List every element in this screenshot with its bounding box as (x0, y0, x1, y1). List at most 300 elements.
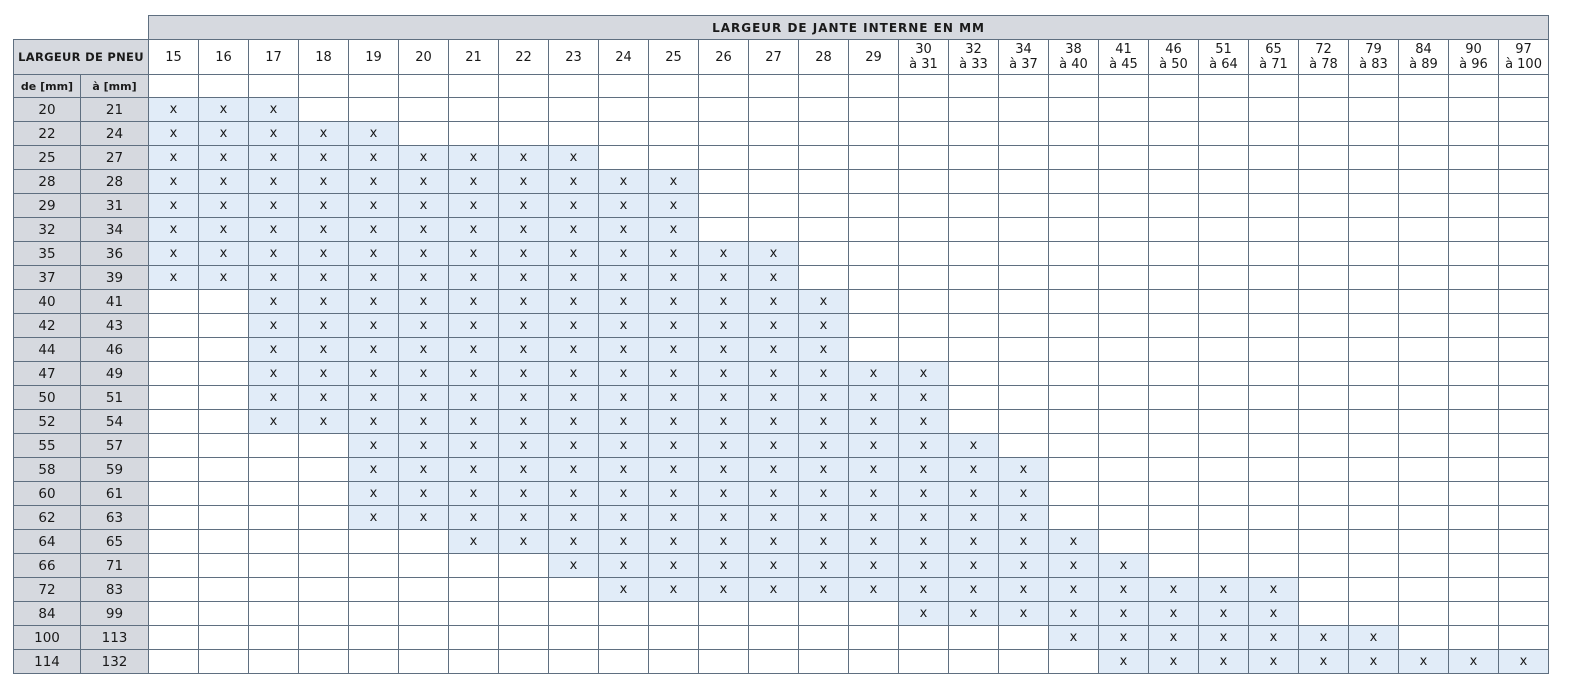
incompatible-cell (1149, 386, 1199, 410)
compatible-cell: x (599, 506, 649, 530)
compatible-cell: x (699, 530, 749, 554)
compatible-cell: x (749, 482, 799, 506)
tire-width-from: 100 (14, 626, 81, 650)
rim-title-row (14, 16, 1549, 40)
compatible-cell: x (599, 170, 649, 194)
compatible-cell: x (849, 578, 899, 602)
rim-width-header (1249, 40, 1299, 75)
compatible-cell: x (549, 434, 599, 458)
compatible-cell: x (1099, 626, 1149, 650)
incompatible-cell (749, 170, 799, 194)
incompatible-cell (1449, 602, 1499, 626)
incompatible-cell (899, 314, 949, 338)
incompatible-cell (799, 146, 849, 170)
incompatible-cell (949, 218, 999, 242)
tire-width-to: 21 (81, 98, 149, 122)
incompatible-cell (999, 146, 1049, 170)
incompatible-cell (1399, 266, 1449, 290)
compatible-cell: x (149, 266, 199, 290)
incompatible-cell (1399, 194, 1449, 218)
compatible-cell: x (1199, 578, 1249, 602)
incompatible-cell (1299, 434, 1349, 458)
incompatible-cell (599, 98, 649, 122)
incompatible-cell (399, 530, 449, 554)
empty-header-cell (199, 75, 249, 98)
compatible-cell: x (299, 338, 349, 362)
compatible-cell: x (299, 314, 349, 338)
tire-width-to: 43 (81, 314, 149, 338)
compatible-cell: x (649, 242, 699, 266)
compatible-cell: x (549, 218, 599, 242)
compatible-cell: x (499, 434, 549, 458)
incompatible-cell (1349, 314, 1399, 338)
tire-width-from: 35 (14, 242, 81, 266)
incompatible-cell (549, 650, 599, 674)
compatible-cell: x (649, 386, 699, 410)
table-row (14, 362, 1549, 386)
empty-header-cell (1049, 75, 1099, 98)
incompatible-cell (1099, 218, 1149, 242)
incompatible-cell (1249, 458, 1299, 482)
compatible-cell: x (849, 506, 899, 530)
tire-width-from: 40 (14, 290, 81, 314)
compatible-cell: x (299, 122, 349, 146)
compatible-cell: x (999, 602, 1049, 626)
compatible-cell: x (599, 410, 649, 434)
incompatible-cell (849, 98, 899, 122)
incompatible-cell (1449, 410, 1499, 434)
compatible-cell: x (299, 146, 349, 170)
compatible-cell: x (599, 578, 649, 602)
compatible-cell: x (449, 506, 499, 530)
incompatible-cell (1499, 482, 1549, 506)
incompatible-cell (149, 602, 199, 626)
incompatible-cell (649, 626, 699, 650)
incompatible-cell (299, 458, 349, 482)
table-row (14, 458, 1549, 482)
incompatible-cell (699, 194, 749, 218)
rim-width-value: 26 (715, 49, 732, 65)
compatible-cell: x (299, 194, 349, 218)
incompatible-cell (1099, 434, 1149, 458)
compatible-cell: x (549, 266, 599, 290)
rim-width-value: 51 (1215, 42, 1232, 57)
incompatible-cell (749, 650, 799, 674)
empty-header-cell (849, 75, 899, 98)
incompatible-cell (1299, 386, 1349, 410)
compatible-cell: x (249, 218, 299, 242)
incompatible-cell (449, 578, 499, 602)
compatible-cell: x (599, 314, 649, 338)
incompatible-cell (1199, 386, 1249, 410)
incompatible-cell (149, 290, 199, 314)
incompatible-cell (1199, 458, 1249, 482)
compatible-cell: x (949, 482, 999, 506)
incompatible-cell (1349, 338, 1399, 362)
rim-width-header (799, 40, 849, 75)
incompatible-cell (1099, 266, 1149, 290)
incompatible-cell (199, 386, 249, 410)
compatible-cell: x (699, 362, 749, 386)
tire-width-to: 39 (81, 266, 149, 290)
compatible-cell: x (699, 338, 749, 362)
from-header: de [mm] (14, 75, 81, 98)
incompatible-cell (399, 626, 449, 650)
incompatible-cell (249, 506, 299, 530)
incompatible-cell (149, 434, 199, 458)
incompatible-cell (1399, 338, 1449, 362)
compatible-cell: x (849, 410, 899, 434)
incompatible-cell (1449, 482, 1499, 506)
compatible-cell: x (449, 362, 499, 386)
incompatible-cell (1049, 314, 1099, 338)
incompatible-cell (1299, 578, 1349, 602)
incompatible-cell (1099, 410, 1149, 434)
incompatible-cell (1349, 530, 1399, 554)
tire-width-from: 84 (14, 602, 81, 626)
incompatible-cell (899, 194, 949, 218)
rim-width-header (499, 40, 549, 75)
tire-width-from: 29 (14, 194, 81, 218)
compatible-cell: x (599, 218, 649, 242)
compatible-cell: x (899, 578, 949, 602)
incompatible-cell (499, 650, 549, 674)
compatible-cell: x (299, 290, 349, 314)
compatible-cell: x (549, 314, 599, 338)
rim-width-header (999, 40, 1049, 75)
incompatible-cell (1299, 122, 1349, 146)
rim-width-header (1349, 40, 1399, 75)
incompatible-cell (1199, 506, 1249, 530)
table-row (14, 242, 1549, 266)
table-row (14, 146, 1549, 170)
compatible-cell: x (749, 314, 799, 338)
incompatible-cell (1399, 626, 1449, 650)
incompatible-cell (199, 314, 249, 338)
incompatible-cell (1049, 650, 1099, 674)
incompatible-cell (149, 554, 199, 578)
incompatible-cell (449, 122, 499, 146)
incompatible-cell (1299, 218, 1349, 242)
incompatible-cell (449, 602, 499, 626)
incompatible-cell (1249, 146, 1299, 170)
incompatible-cell (649, 602, 699, 626)
compatible-cell: x (399, 338, 449, 362)
incompatible-cell (699, 170, 749, 194)
empty-header-cell (1299, 75, 1349, 98)
compatible-cell: x (699, 506, 749, 530)
incompatible-cell (749, 626, 799, 650)
incompatible-cell (449, 626, 499, 650)
incompatible-cell (1199, 242, 1249, 266)
compatible-cell: x (349, 314, 399, 338)
compatible-cell: x (549, 194, 599, 218)
incompatible-cell (549, 578, 599, 602)
incompatible-cell (299, 554, 349, 578)
tire-width-to: 99 (81, 602, 149, 626)
rim-width-value: 79 (1365, 42, 1382, 57)
incompatible-cell (1299, 530, 1349, 554)
incompatible-cell (1299, 194, 1349, 218)
compatible-cell: x (949, 602, 999, 626)
compatible-cell: x (599, 290, 649, 314)
incompatible-cell (149, 650, 199, 674)
incompatible-cell (349, 98, 399, 122)
incompatible-cell (999, 122, 1049, 146)
compatible-cell: x (149, 218, 199, 242)
incompatible-cell (1499, 146, 1549, 170)
incompatible-cell (149, 578, 199, 602)
incompatible-cell (1249, 386, 1299, 410)
compatible-cell: x (1049, 578, 1099, 602)
incompatible-cell (1299, 266, 1349, 290)
incompatible-cell (949, 626, 999, 650)
incompatible-cell (1499, 602, 1549, 626)
compatible-cell: x (949, 458, 999, 482)
rim-width-header (849, 40, 899, 75)
table-row (14, 506, 1549, 530)
compatible-cell: x (999, 554, 1049, 578)
incompatible-cell (1499, 314, 1549, 338)
incompatible-cell (399, 554, 449, 578)
compatible-cell: x (949, 506, 999, 530)
empty-header-cell (1449, 75, 1499, 98)
incompatible-cell (599, 626, 649, 650)
empty-header-cell (1249, 75, 1299, 98)
incompatible-cell (1449, 530, 1499, 554)
compatible-cell: x (149, 194, 199, 218)
incompatible-cell (1299, 170, 1349, 194)
incompatible-cell (849, 122, 899, 146)
compatible-cell: x (1249, 650, 1299, 674)
incompatible-cell (299, 98, 349, 122)
incompatible-cell (1349, 506, 1399, 530)
compatible-cell: x (449, 266, 499, 290)
compatible-cell: x (349, 122, 399, 146)
incompatible-cell (1199, 434, 1249, 458)
incompatible-cell (1049, 218, 1099, 242)
table-row (14, 290, 1549, 314)
compatible-cell: x (1299, 626, 1349, 650)
incompatible-cell (1449, 434, 1499, 458)
compatible-cell: x (249, 194, 299, 218)
table-row (14, 650, 1549, 674)
rim-width-value: 20 (415, 49, 432, 65)
incompatible-cell (1499, 266, 1549, 290)
incompatible-cell (149, 410, 199, 434)
compatible-cell: x (1349, 626, 1399, 650)
empty-header-cell (549, 75, 599, 98)
compatible-cell: x (349, 170, 399, 194)
incompatible-cell (1499, 626, 1549, 650)
compatible-cell: x (749, 554, 799, 578)
incompatible-cell (149, 314, 199, 338)
empty-header-cell (399, 75, 449, 98)
incompatible-cell (1199, 122, 1249, 146)
rim-width-value: 97 (1515, 42, 1532, 57)
tire-width-from: 37 (14, 266, 81, 290)
compatible-cell: x (149, 122, 199, 146)
tire-width-to: 63 (81, 506, 149, 530)
compatible-cell: x (999, 458, 1049, 482)
incompatible-cell (899, 266, 949, 290)
incompatible-cell (199, 290, 249, 314)
incompatible-cell (1399, 410, 1449, 434)
tire-width-to: 34 (81, 218, 149, 242)
compatible-cell: x (649, 218, 699, 242)
incompatible-cell (899, 650, 949, 674)
incompatible-cell (1449, 98, 1499, 122)
compatible-cell: x (499, 146, 549, 170)
compatible-cell: x (749, 362, 799, 386)
incompatible-cell (149, 338, 199, 362)
compatible-cell: x (149, 146, 199, 170)
incompatible-cell (1249, 506, 1299, 530)
incompatible-cell (1499, 434, 1549, 458)
rim-width-value: 72 (1315, 42, 1332, 57)
compatible-cell: x (549, 386, 599, 410)
tire-width-to: 54 (81, 410, 149, 434)
empty-header-cell (349, 75, 399, 98)
empty-header-cell (1149, 75, 1199, 98)
compatible-cell: x (849, 482, 899, 506)
incompatible-cell (349, 554, 399, 578)
incompatible-cell (1349, 554, 1399, 578)
tire-width-to: 31 (81, 194, 149, 218)
incompatible-cell (899, 338, 949, 362)
table-row (14, 482, 1549, 506)
incompatible-cell (599, 602, 649, 626)
incompatible-cell (499, 122, 549, 146)
compatible-cell: x (699, 434, 749, 458)
compatible-cell: x (299, 170, 349, 194)
incompatible-cell (249, 602, 299, 626)
incompatible-cell (1199, 338, 1249, 362)
incompatible-cell (199, 530, 249, 554)
incompatible-cell (699, 146, 749, 170)
table-row (14, 266, 1549, 290)
rim-width-range-end: à 40 (1059, 57, 1088, 72)
rim-width-value: 25 (665, 49, 682, 65)
incompatible-cell (1499, 578, 1549, 602)
compatible-cell: x (349, 338, 399, 362)
tire-width-to: 36 (81, 242, 149, 266)
incompatible-cell (249, 482, 299, 506)
incompatible-cell (1299, 362, 1349, 386)
rim-width-value: 28 (815, 49, 832, 65)
tire-width-from: 42 (14, 314, 81, 338)
compatible-cell: x (949, 434, 999, 458)
empty-header-cell (1499, 75, 1549, 98)
incompatible-cell (999, 194, 1049, 218)
compatible-cell: x (499, 506, 549, 530)
incompatible-cell (999, 386, 1049, 410)
incompatible-cell (899, 218, 949, 242)
compatible-cell: x (349, 362, 399, 386)
incompatible-cell (549, 626, 599, 650)
incompatible-cell (1399, 242, 1449, 266)
compatible-cell: x (399, 194, 449, 218)
incompatible-cell (1099, 338, 1149, 362)
empty-header-cell (499, 75, 549, 98)
compatible-cell: x (449, 530, 499, 554)
incompatible-cell (799, 218, 849, 242)
compatible-cell: x (899, 482, 949, 506)
incompatible-cell (1499, 194, 1549, 218)
compatible-cell: x (499, 194, 549, 218)
compatible-cell: x (399, 290, 449, 314)
incompatible-cell (299, 578, 349, 602)
incompatible-cell (349, 602, 399, 626)
rim-width-header (1149, 40, 1199, 75)
incompatible-cell (1149, 194, 1199, 218)
tire-width-to: 57 (81, 434, 149, 458)
compatible-cell: x (949, 554, 999, 578)
incompatible-cell (1399, 170, 1449, 194)
tire-width-to: 61 (81, 482, 149, 506)
compatible-cell: x (399, 386, 449, 410)
incompatible-cell (1349, 290, 1399, 314)
tire-width-from: 62 (14, 506, 81, 530)
incompatible-cell (1499, 554, 1549, 578)
compatible-cell: x (349, 218, 399, 242)
incompatible-cell (1349, 386, 1399, 410)
compatible-cell: x (499, 386, 549, 410)
incompatible-cell (1099, 482, 1149, 506)
incompatible-cell (1399, 122, 1449, 146)
compatible-cell: x (499, 362, 549, 386)
empty-header-cell (599, 75, 649, 98)
incompatible-cell (1399, 578, 1449, 602)
empty-header-cell (149, 75, 199, 98)
incompatible-cell (849, 314, 899, 338)
incompatible-cell (1049, 458, 1099, 482)
incompatible-cell (1449, 626, 1499, 650)
incompatible-cell (349, 530, 399, 554)
compatible-cell: x (1049, 602, 1099, 626)
compatible-cell: x (999, 506, 1049, 530)
compatible-cell: x (249, 122, 299, 146)
compatible-cell: x (899, 530, 949, 554)
compatible-cell: x (299, 410, 349, 434)
incompatible-cell (1349, 194, 1399, 218)
compatible-cell: x (1349, 650, 1399, 674)
compatible-cell: x (749, 458, 799, 482)
compatible-cell: x (499, 314, 549, 338)
incompatible-cell (699, 98, 749, 122)
compatible-cell: x (449, 434, 499, 458)
compatible-cell: x (799, 482, 849, 506)
compatible-cell: x (799, 506, 849, 530)
incompatible-cell (449, 650, 499, 674)
incompatible-cell (799, 98, 849, 122)
compatible-cell: x (1199, 650, 1249, 674)
compatible-cell: x (749, 530, 799, 554)
incompatible-cell (1399, 482, 1449, 506)
incompatible-cell (799, 170, 849, 194)
compatible-cell: x (899, 554, 949, 578)
incompatible-cell (199, 554, 249, 578)
incompatible-cell (1249, 218, 1299, 242)
incompatible-cell (1199, 98, 1249, 122)
tire-width-to: 83 (81, 578, 149, 602)
incompatible-cell (199, 650, 249, 674)
compatible-cell: x (599, 458, 649, 482)
incompatible-cell (349, 578, 399, 602)
compatible-cell: x (349, 482, 399, 506)
incompatible-cell (649, 650, 699, 674)
compatible-cell: x (399, 314, 449, 338)
